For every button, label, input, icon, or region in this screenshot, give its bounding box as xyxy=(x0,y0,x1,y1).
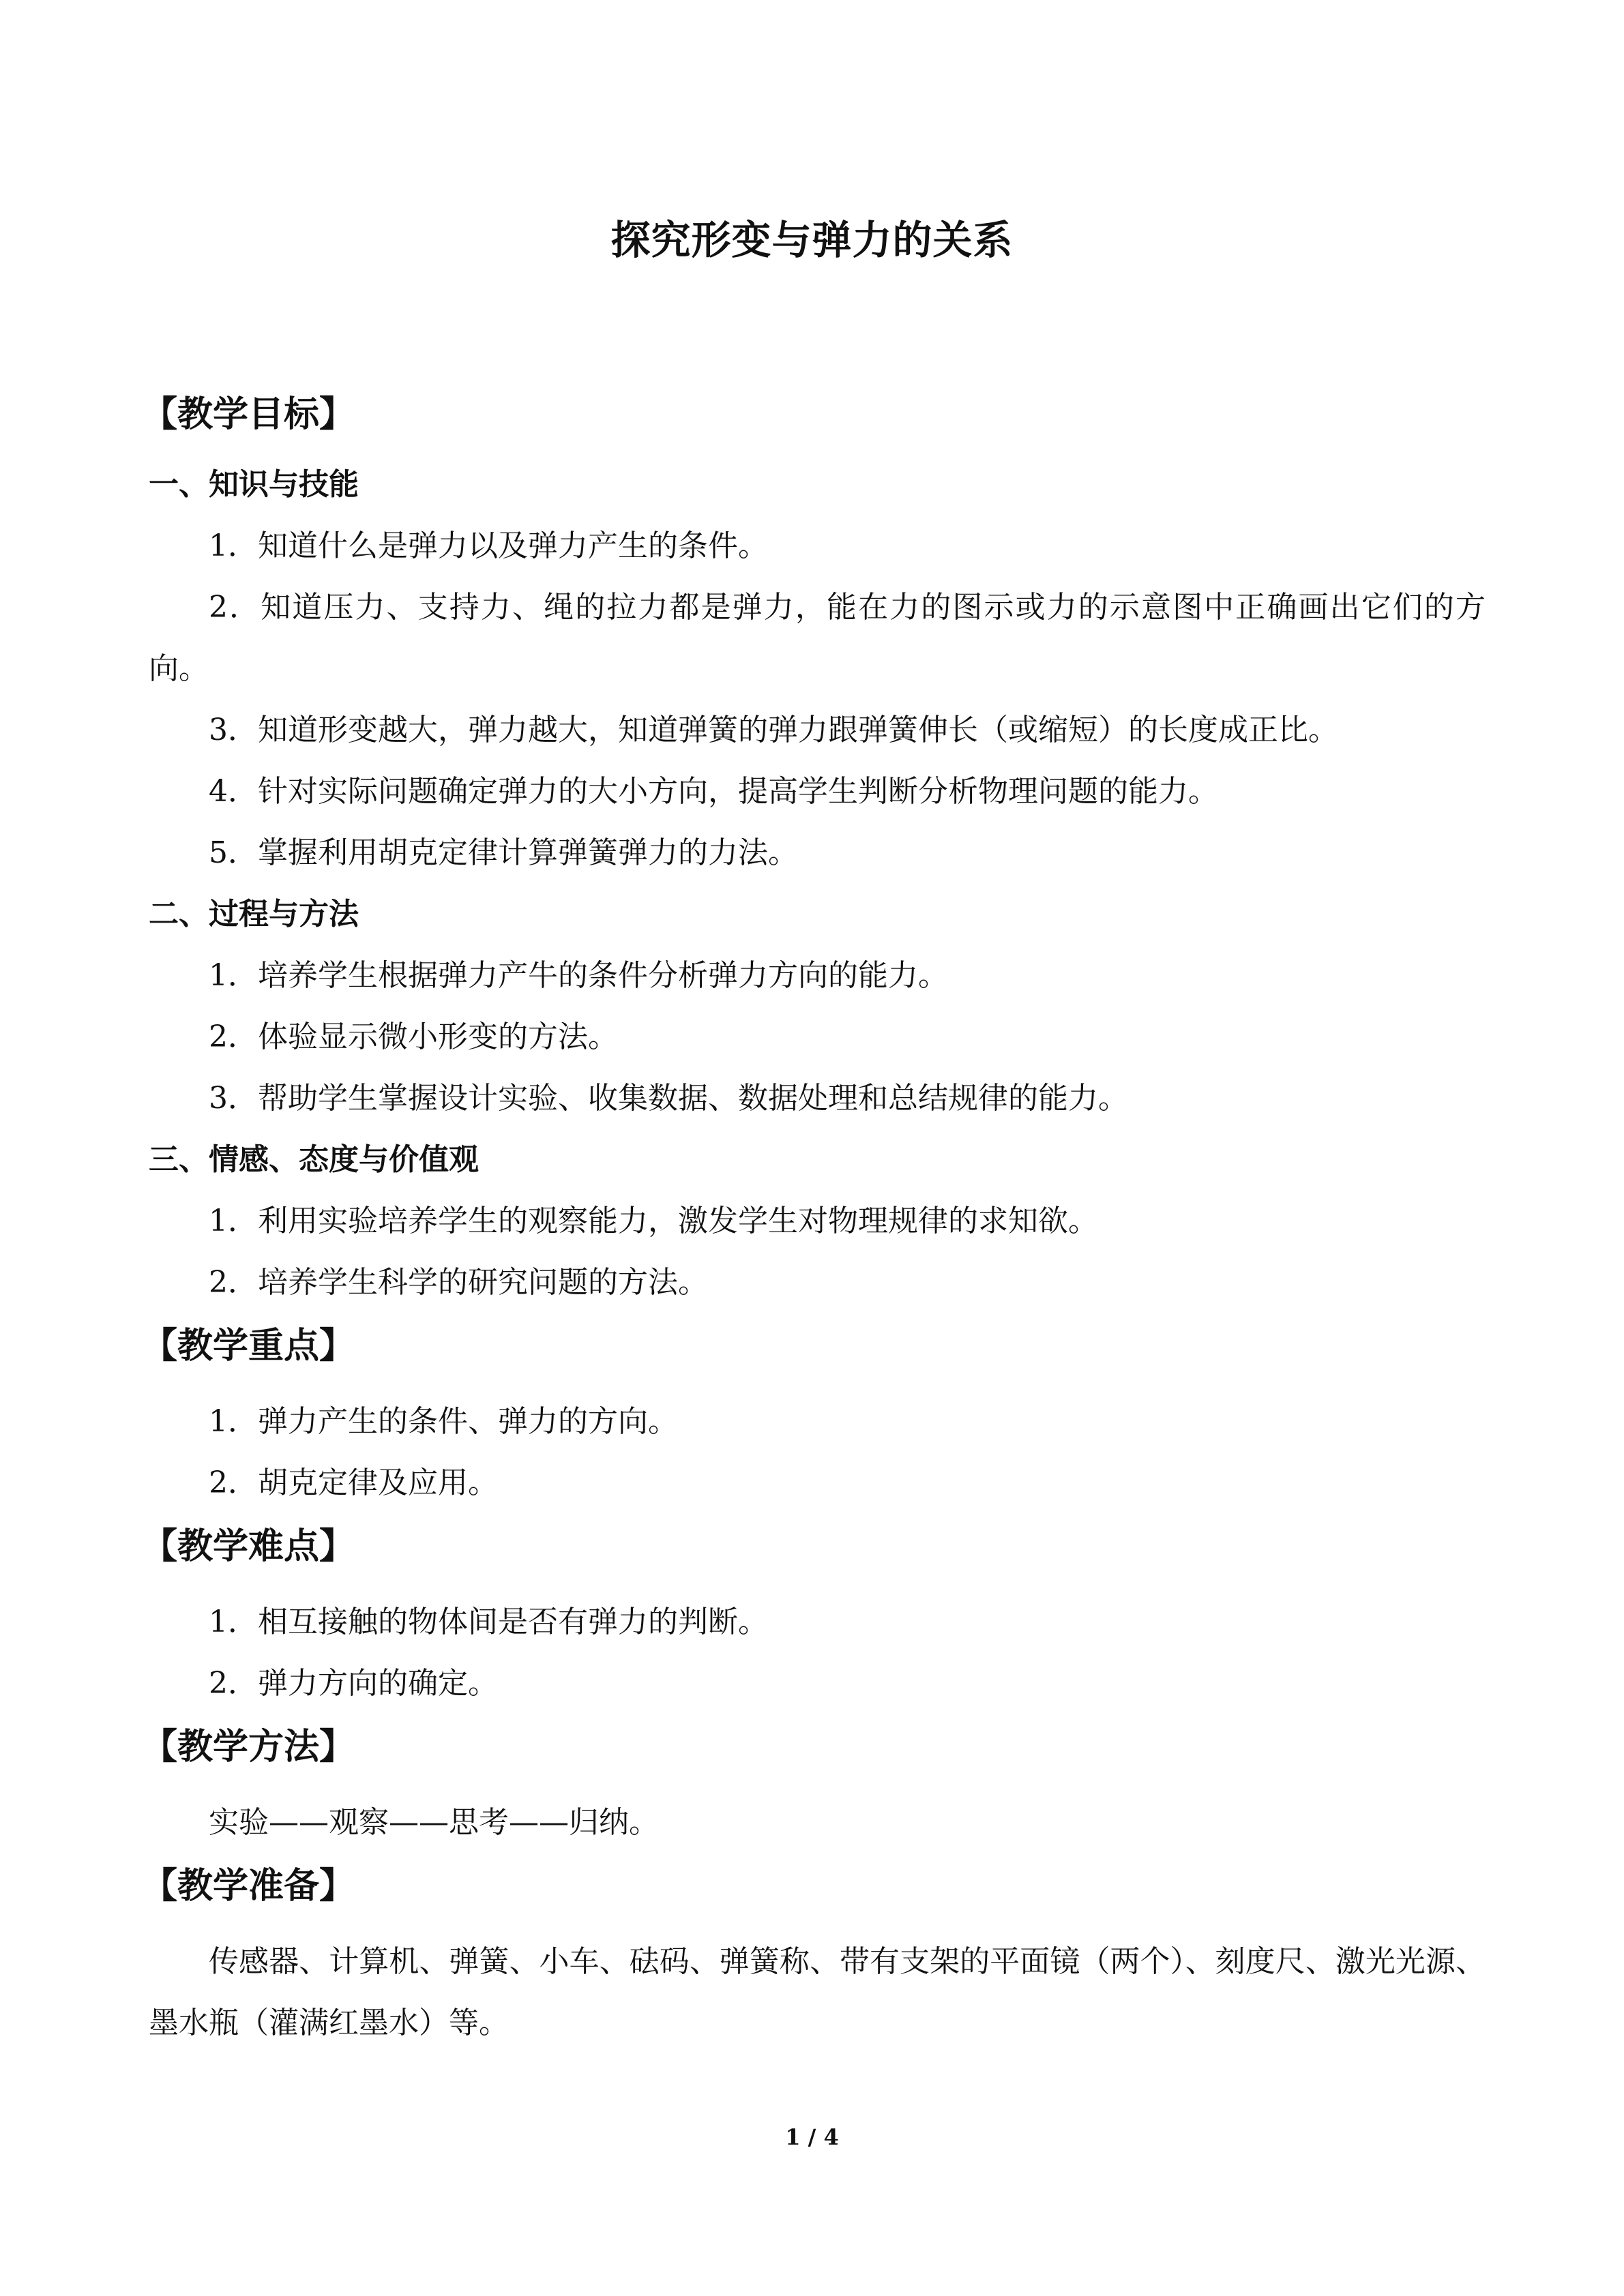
list-item: 1．利用实验培养学生的观察能力，激发学生对物理规律的求知欲。 xyxy=(209,1204,1098,1238)
list-item: 4．针对实际问题确定弹力的大小方向，提高学生判断分析物理问题的能力。 xyxy=(209,774,1218,809)
section-heading-key-points: 【教学重点】 xyxy=(142,1326,355,1367)
section-heading-objectives: 【教学目标】 xyxy=(142,394,355,435)
list-item: 5．掌握利用胡克定律计算弹簧弹力的力法。 xyxy=(209,835,798,870)
subsection-heading-emotion: 三、情感、态度与价值观 xyxy=(149,1142,479,1177)
document-title: 探究形变与弹力的关系 xyxy=(610,217,1014,263)
list-item: 1．相互接触的物体间是否有弹力的判断。 xyxy=(209,1605,768,1639)
preparation-text: 传感器、计算机、弹簧、小车、砝码、弹簧称、带有支架的平面镜（两个）、刻度尺、激光光源、墨水瓶（灌满红墨水）等。 xyxy=(149,1944,1486,2040)
list-item: 2．知道压力、支持力、绳的拉力都是弹力，能在力的图示或力的示意图中正确画出它们的方向。 xyxy=(149,590,1486,686)
subsection-heading-knowledge: 一、知识与技能 xyxy=(149,467,359,502)
list-item: 3．知道形变越大，弹力越大，知道弹簧的弹力跟弹簧伸长（或缩短）的长度成正比。 xyxy=(209,713,1338,747)
subsection-heading-process: 二、过程与方法 xyxy=(149,897,359,931)
list-item: 2．体验显示微小形变的方法。 xyxy=(209,1019,618,1054)
page-number: 1 / 4 xyxy=(785,2124,839,2150)
section-heading-methods: 【教学方法】 xyxy=(142,1727,355,1768)
list-item: 1．弹力产生的条件、弹力的方向。 xyxy=(209,1404,678,1439)
list-item: 1．培养学生根据弹力产牛的条件分析弹力方向的能力。 xyxy=(209,958,948,993)
list-item: 1．知道什么是弹力以及弹力产生的条件。 xyxy=(209,528,768,563)
section-heading-preparation: 【教学准备】 xyxy=(142,1866,355,1907)
list-item: 2．胡克定律及应用。 xyxy=(209,1465,498,1500)
methods-text: 实验——观察——思考——归纳。 xyxy=(209,1805,659,1840)
list-item: 2．培养学生科学的研究问题的方法。 xyxy=(209,1265,708,1300)
list-item: 2．弹力方向的确定。 xyxy=(209,1666,498,1701)
document-body xyxy=(142,382,1486,2054)
list-item: 3．帮助学生掌握设计实验、收集数据、数据处理和总结规律的能力。 xyxy=(209,1081,1128,1116)
section-heading-difficulties: 【教学难点】 xyxy=(142,1526,355,1567)
